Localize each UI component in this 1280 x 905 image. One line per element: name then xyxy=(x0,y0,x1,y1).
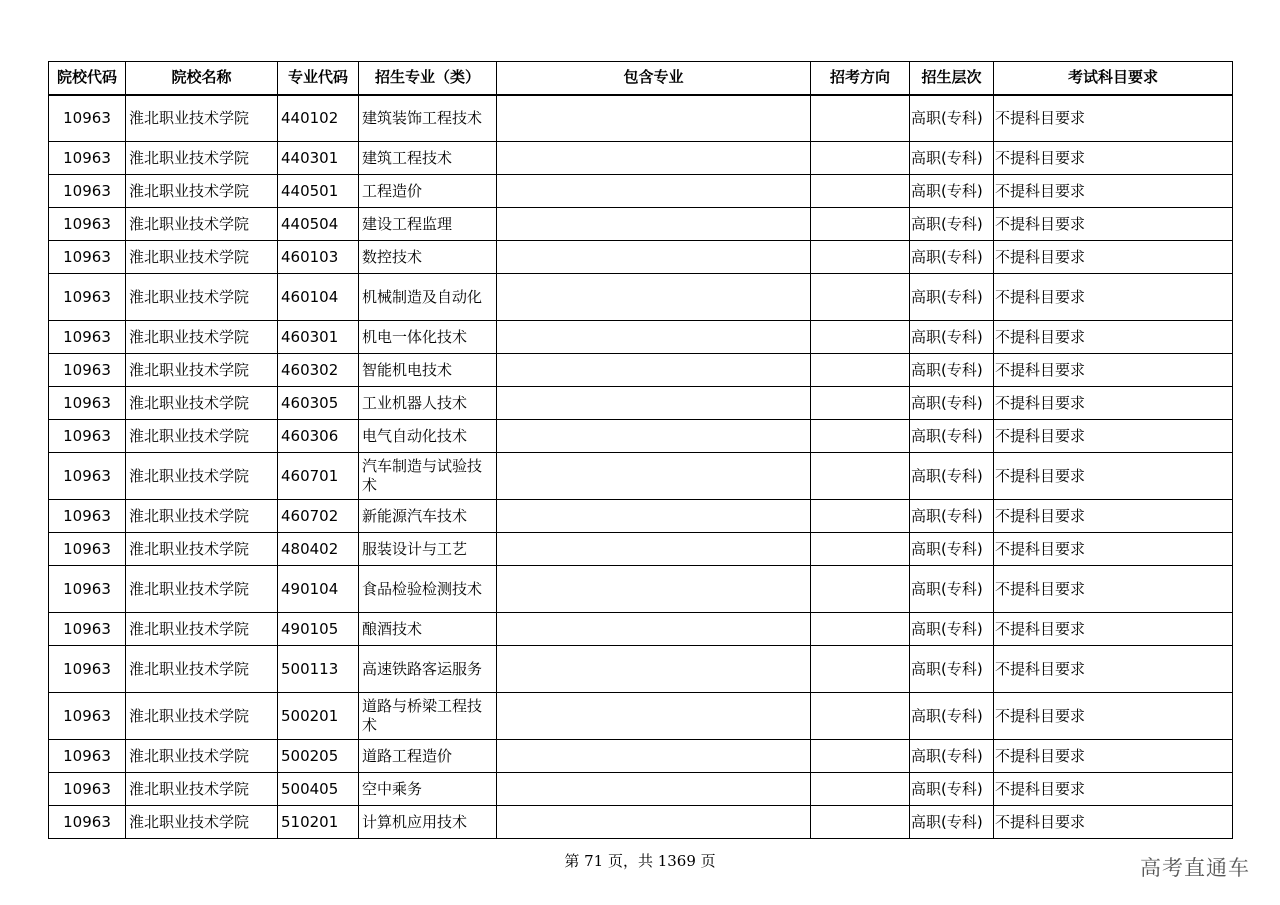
cell-level: 高职(专科) xyxy=(910,773,994,806)
header-direction: 招考方向 xyxy=(811,62,910,95)
cell-school-name: 淮北职业技术学院 xyxy=(126,693,278,740)
cell-school-code: 10963 xyxy=(49,208,126,241)
cell-school-code: 10963 xyxy=(49,95,126,142)
cell-level: 高职(专科) xyxy=(910,453,994,500)
cell-school-name: 淮北职业技术学院 xyxy=(126,175,278,208)
table-row xyxy=(49,420,1233,453)
cell-school-name: 淮北职业技术学院 xyxy=(126,321,278,354)
cell-level: 高职(专科) xyxy=(910,95,994,142)
cell-major: 机械制造及自动化 xyxy=(359,274,497,321)
cell-school-name: 淮北职业技术学院 xyxy=(126,95,278,142)
header-school-code: 院校代码 xyxy=(49,62,126,95)
cell-school-code: 10963 xyxy=(49,613,126,646)
cell-major-code: 440504 xyxy=(278,208,359,241)
cell-major-code: 460104 xyxy=(278,274,359,321)
cell-school-name: 淮北职业技术学院 xyxy=(126,646,278,693)
cell-direction xyxy=(811,208,910,241)
cell-direction xyxy=(811,387,910,420)
table-body xyxy=(49,95,1233,839)
cell-requirement: 不提科目要求 xyxy=(994,175,1233,208)
cell-major: 建设工程监理 xyxy=(359,208,497,241)
cell-school-name: 淮北职业技术学院 xyxy=(126,387,278,420)
cell-direction xyxy=(811,500,910,533)
cell-school-code: 10963 xyxy=(49,321,126,354)
cell-school-code: 10963 xyxy=(49,175,126,208)
cell-major-code: 490105 xyxy=(278,613,359,646)
table-row xyxy=(49,142,1233,175)
cell-requirement: 不提科目要求 xyxy=(994,646,1233,693)
cell-direction xyxy=(811,613,910,646)
cell-major: 数控技术 xyxy=(359,241,497,274)
cell-major: 机电一体化技术 xyxy=(359,321,497,354)
cell-school-name: 淮北职业技术学院 xyxy=(126,740,278,773)
cell-direction xyxy=(811,420,910,453)
cell-major-code: 500113 xyxy=(278,646,359,693)
cell-requirement: 不提科目要求 xyxy=(994,208,1233,241)
table-row xyxy=(49,95,1233,142)
cell-included-majors xyxy=(497,693,811,740)
table-row xyxy=(49,208,1233,241)
table-row xyxy=(49,241,1233,274)
cell-level: 高职(专科) xyxy=(910,241,994,274)
cell-direction xyxy=(811,274,910,321)
cell-direction xyxy=(811,354,910,387)
table-row xyxy=(49,533,1233,566)
cell-included-majors xyxy=(497,533,811,566)
cell-school-code: 10963 xyxy=(49,354,126,387)
cell-school-name: 淮北职业技术学院 xyxy=(126,533,278,566)
cell-requirement: 不提科目要求 xyxy=(994,420,1233,453)
cell-school-name: 淮北职业技术学院 xyxy=(126,354,278,387)
table-row xyxy=(49,321,1233,354)
table-row xyxy=(49,175,1233,208)
cell-major-code: 500201 xyxy=(278,693,359,740)
cell-direction xyxy=(811,453,910,500)
cell-major: 高速铁路客运服务 xyxy=(359,646,497,693)
cell-included-majors xyxy=(497,208,811,241)
cell-major-code: 440102 xyxy=(278,95,359,142)
cell-included-majors xyxy=(497,453,811,500)
cell-major: 道路与桥梁工程技术 xyxy=(359,693,497,740)
header-major: 招生专业（类） xyxy=(359,62,497,95)
cell-major: 酿酒技术 xyxy=(359,613,497,646)
cell-school-name: 淮北职业技术学院 xyxy=(126,453,278,500)
cell-school-code: 10963 xyxy=(49,693,126,740)
cell-school-code: 10963 xyxy=(49,806,126,839)
cell-major: 建筑装饰工程技术 xyxy=(359,95,497,142)
cell-school-name: 淮北职业技术学院 xyxy=(126,806,278,839)
cell-requirement: 不提科目要求 xyxy=(994,274,1233,321)
cell-major-code: 460306 xyxy=(278,420,359,453)
cell-school-name: 淮北职业技术学院 xyxy=(126,142,278,175)
cell-included-majors xyxy=(497,740,811,773)
cell-included-majors xyxy=(497,354,811,387)
table-row xyxy=(49,387,1233,420)
cell-direction xyxy=(811,241,910,274)
cell-school-name: 淮北职业技术学院 xyxy=(126,773,278,806)
cell-direction xyxy=(811,321,910,354)
cell-major-code: 490104 xyxy=(278,566,359,613)
cell-major: 空中乘务 xyxy=(359,773,497,806)
cell-major-code: 440501 xyxy=(278,175,359,208)
header-included-majors: 包含专业 xyxy=(497,62,811,95)
header-major-code: 专业代码 xyxy=(278,62,359,95)
table-row xyxy=(49,693,1233,740)
table-row xyxy=(49,646,1233,693)
cell-major: 计算机应用技术 xyxy=(359,806,497,839)
cell-major: 道路工程造价 xyxy=(359,740,497,773)
cell-direction xyxy=(811,693,910,740)
table-row xyxy=(49,453,1233,500)
cell-major: 汽车制造与试验技术 xyxy=(359,453,497,500)
cell-requirement: 不提科目要求 xyxy=(994,806,1233,839)
cell-level: 高职(专科) xyxy=(910,420,994,453)
cell-requirement: 不提科目要求 xyxy=(994,566,1233,613)
cell-school-code: 10963 xyxy=(49,420,126,453)
cell-included-majors xyxy=(497,274,811,321)
cell-school-code: 10963 xyxy=(49,646,126,693)
header-requirement: 考试科目要求 xyxy=(994,62,1233,95)
cell-major: 工业机器人技术 xyxy=(359,387,497,420)
cell-direction xyxy=(811,95,910,142)
cell-major-code: 460702 xyxy=(278,500,359,533)
cell-major-code: 510201 xyxy=(278,806,359,839)
cell-major-code: 460305 xyxy=(278,387,359,420)
cell-level: 高职(专科) xyxy=(910,806,994,839)
cell-direction xyxy=(811,773,910,806)
cell-school-code: 10963 xyxy=(49,387,126,420)
cell-major-code: 500405 xyxy=(278,773,359,806)
cell-major: 食品检验检测技术 xyxy=(359,566,497,613)
cell-level: 高职(专科) xyxy=(910,613,994,646)
cell-requirement: 不提科目要求 xyxy=(994,693,1233,740)
cell-included-majors xyxy=(497,321,811,354)
cell-requirement: 不提科目要求 xyxy=(994,354,1233,387)
cell-school-code: 10963 xyxy=(49,773,126,806)
cell-major-code: 440301 xyxy=(278,142,359,175)
cell-school-name: 淮北职业技术学院 xyxy=(126,566,278,613)
cell-major-code: 500205 xyxy=(278,740,359,773)
cell-major: 电气自动化技术 xyxy=(359,420,497,453)
cell-level: 高职(专科) xyxy=(910,274,994,321)
table-header-row xyxy=(49,62,1233,95)
cell-direction xyxy=(811,740,910,773)
cell-major-code: 460301 xyxy=(278,321,359,354)
cell-requirement: 不提科目要求 xyxy=(994,95,1233,142)
cell-level: 高职(专科) xyxy=(910,208,994,241)
cell-school-code: 10963 xyxy=(49,566,126,613)
cell-major-code: 460302 xyxy=(278,354,359,387)
cell-requirement: 不提科目要求 xyxy=(994,533,1233,566)
cell-school-name: 淮北职业技术学院 xyxy=(126,613,278,646)
cell-included-majors xyxy=(497,420,811,453)
cell-school-code: 10963 xyxy=(49,740,126,773)
cell-included-majors xyxy=(497,95,811,142)
table-row xyxy=(49,613,1233,646)
cell-school-code: 10963 xyxy=(49,533,126,566)
cell-included-majors xyxy=(497,613,811,646)
cell-level: 高职(专科) xyxy=(910,740,994,773)
cell-included-majors xyxy=(497,175,811,208)
cell-direction xyxy=(811,646,910,693)
cell-requirement: 不提科目要求 xyxy=(994,387,1233,420)
cell-included-majors xyxy=(497,241,811,274)
cell-requirement: 不提科目要求 xyxy=(994,613,1233,646)
cell-direction xyxy=(811,566,910,613)
table-row xyxy=(49,740,1233,773)
cell-level: 高职(专科) xyxy=(910,175,994,208)
cell-major: 工程造价 xyxy=(359,175,497,208)
cell-direction xyxy=(811,142,910,175)
table-row xyxy=(49,274,1233,321)
cell-level: 高职(专科) xyxy=(910,354,994,387)
cell-major: 建筑工程技术 xyxy=(359,142,497,175)
table-row xyxy=(49,566,1233,613)
cell-direction xyxy=(811,533,910,566)
cell-level: 高职(专科) xyxy=(910,500,994,533)
cell-requirement: 不提科目要求 xyxy=(994,740,1233,773)
cell-major-code: 460103 xyxy=(278,241,359,274)
cell-included-majors xyxy=(497,646,811,693)
cell-school-name: 淮北职业技术学院 xyxy=(126,500,278,533)
cell-requirement: 不提科目要求 xyxy=(994,453,1233,500)
cell-major-code: 480402 xyxy=(278,533,359,566)
cell-major: 智能机电技术 xyxy=(359,354,497,387)
cell-direction xyxy=(811,806,910,839)
cell-included-majors xyxy=(497,806,811,839)
cell-level: 高职(专科) xyxy=(910,142,994,175)
table-row xyxy=(49,354,1233,387)
cell-school-code: 10963 xyxy=(49,453,126,500)
cell-major-code: 460701 xyxy=(278,453,359,500)
header-level: 招生层次 xyxy=(910,62,994,95)
table-row xyxy=(49,500,1233,533)
cell-requirement: 不提科目要求 xyxy=(994,773,1233,806)
header-school-name: 院校名称 xyxy=(126,62,278,95)
cell-level: 高职(专科) xyxy=(910,646,994,693)
cell-school-code: 10963 xyxy=(49,500,126,533)
watermark-text: 高考直通车 xyxy=(1140,856,1250,880)
cell-included-majors xyxy=(497,387,811,420)
cell-level: 高职(专科) xyxy=(910,533,994,566)
cell-included-majors xyxy=(497,566,811,613)
cell-school-name: 淮北职业技术学院 xyxy=(126,241,278,274)
cell-requirement: 不提科目要求 xyxy=(994,321,1233,354)
cell-requirement: 不提科目要求 xyxy=(994,500,1233,533)
cell-included-majors xyxy=(497,500,811,533)
cell-major: 服装设计与工艺 xyxy=(359,533,497,566)
cell-level: 高职(专科) xyxy=(910,693,994,740)
cell-level: 高职(专科) xyxy=(910,321,994,354)
cell-level: 高职(专科) xyxy=(910,387,994,420)
cell-included-majors xyxy=(497,773,811,806)
cell-major: 新能源汽车技术 xyxy=(359,500,497,533)
cell-school-code: 10963 xyxy=(49,142,126,175)
cell-school-code: 10963 xyxy=(49,274,126,321)
cell-school-name: 淮北职业技术学院 xyxy=(126,274,278,321)
admissions-table xyxy=(48,61,1233,839)
table-row xyxy=(49,773,1233,806)
cell-requirement: 不提科目要求 xyxy=(994,241,1233,274)
page-number: 第 71 页，共 1369 页 xyxy=(564,852,716,870)
cell-school-name: 淮北职业技术学院 xyxy=(126,420,278,453)
cell-direction xyxy=(811,175,910,208)
cell-school-code: 10963 xyxy=(49,241,126,274)
cell-requirement: 不提科目要求 xyxy=(994,142,1233,175)
cell-included-majors xyxy=(497,142,811,175)
cell-level: 高职(专科) xyxy=(910,566,994,613)
table-row xyxy=(49,806,1233,839)
cell-school-name: 淮北职业技术学院 xyxy=(126,208,278,241)
